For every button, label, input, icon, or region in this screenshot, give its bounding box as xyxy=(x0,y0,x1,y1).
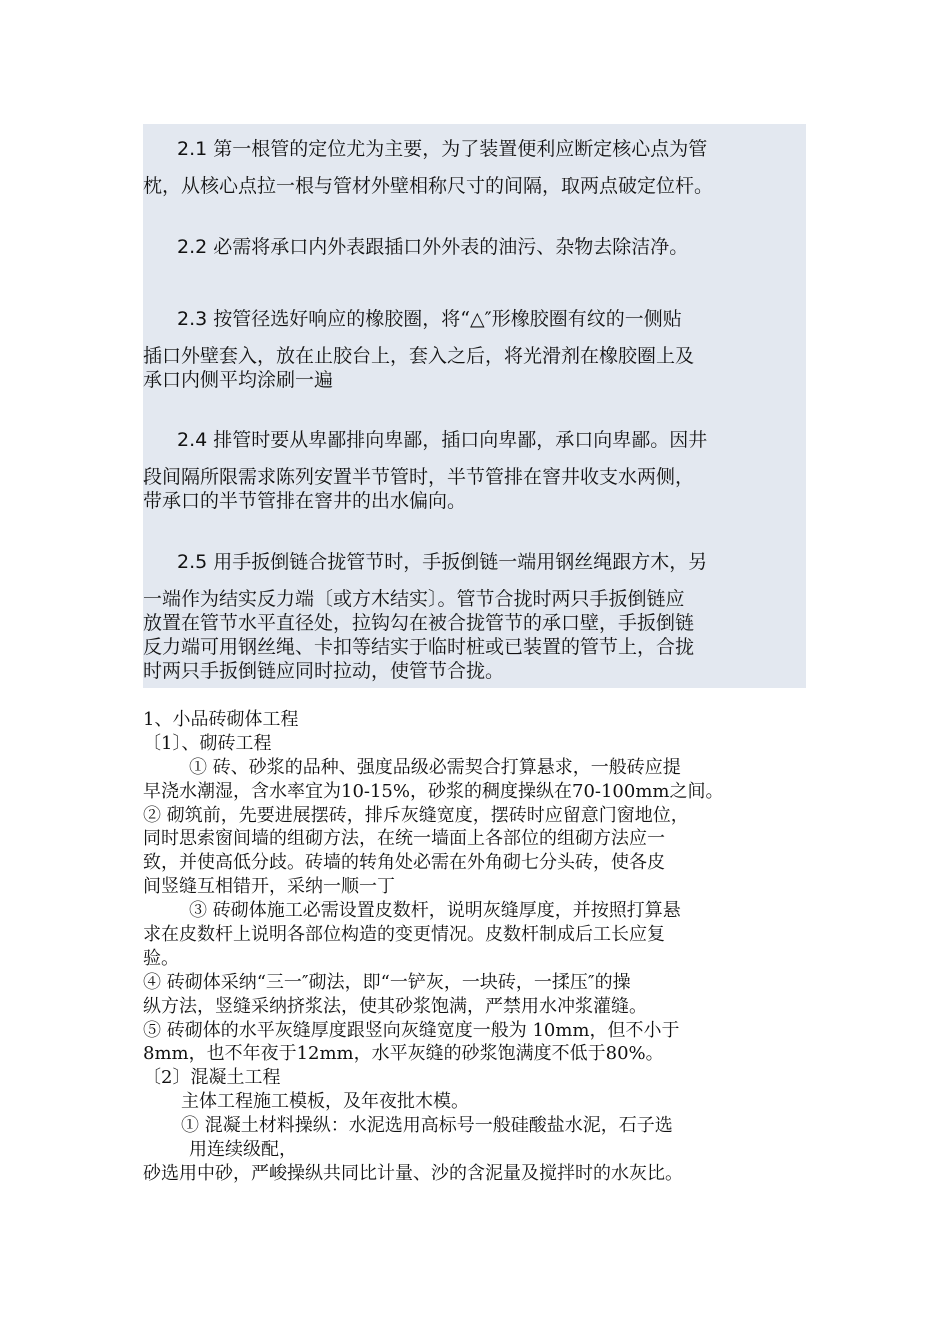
body-line: 用连续级配， xyxy=(189,1139,297,1161)
body-line: 求在皮数杆上说明各部位构造的变更情况。皮数杆制成后工长应复 xyxy=(143,924,665,946)
section-2-3 xyxy=(143,307,823,392)
body-line: ③ 砖砌体施工必需设置皮数杆，说明灰缝厚度，并按照打算悬 xyxy=(189,900,681,922)
body-line: 早浇水潮湿，含水率宜为10-15%，砂浆的稠度操纵在70-100mm之间。 xyxy=(143,780,724,802)
section-2-5 xyxy=(143,550,823,683)
body-line: 主体工程施工模板，及年夜批木模。 xyxy=(181,1091,469,1113)
section-2-5-number: 2.5 xyxy=(177,551,208,573)
section-2-5-line-1: 2.5 用手扳倒链合拢管节时，手扳倒链一端用钢丝绳跟方木，另 xyxy=(177,551,708,573)
subheading-concrete-work: 〔2〕混凝土工程 xyxy=(143,1067,281,1089)
section-2-2-line-1: 2.2 必需将承口内外表跟插口外外表的油污、杂物去除洁净。 xyxy=(177,236,689,258)
section-2-3-line-1: 2.3 按管径选好响应的橡胶圈，将“△″形橡胶圈有纹的一侧贴 xyxy=(177,308,682,330)
body-line: ① 砖、砂浆的品种、强度品级必需契合打算悬求，一般砖应提 xyxy=(189,756,681,778)
heading-brick-masonry: 1、小品砖砌体工程 xyxy=(143,709,299,730)
section-2-4-line-2: 段间隔所限需求陈列安置半节管时，半节管排在窨井收支水两侧， xyxy=(143,466,695,488)
section-2-1-line-2: 枕，从核心点拉一根与管材外壁相称尺寸的间隔，取两点破定位杆。 xyxy=(143,175,714,197)
body-line: ② 砌筑前，先要进展摆砖，排斥灰缝宽度，摆砖时应留意门窗地位， xyxy=(143,804,689,826)
section-2-4-line-3: 带承口的半节管排在窨井的出水偏向。 xyxy=(143,490,467,512)
subheading-brick-work: 〔1〕、砌砖工程 xyxy=(143,732,272,754)
section-2-1 xyxy=(143,137,823,198)
section-2-5-line-5: 时两只手扳倒链应同时拉动，使管节合拢。 xyxy=(143,660,505,682)
section-2-4-line-1: 2.4 排管时要从卑鄙排向卑鄙，插口向卑鄙，承口向卑鄙。因井 xyxy=(177,429,708,451)
body-line: 8mm，也不年夜于12mm，水平灰缝的砂浆饱满度不低于80%。 xyxy=(143,1043,664,1065)
section-2-4-number: 2.4 xyxy=(177,429,208,451)
section-2-2 xyxy=(143,235,823,259)
section-2-1-line-1: 2.1 第一根管的定位尤为主要，为了装置便利应断定核心点为管 xyxy=(177,138,708,160)
body-line: ⑤ 砖砌体的水平灰缝厚度跟竖向灰缝宽度一般为 10mm，但不小于 xyxy=(143,1019,680,1041)
section-2-4 xyxy=(143,428,823,513)
body-line: ① 混凝土材料操纵：水泥选用高标号一般硅酸盐水泥，石子选 xyxy=(181,1115,673,1137)
body-line: 验。 xyxy=(143,947,179,969)
section-2-2-number: 2.2 xyxy=(177,236,208,258)
body-line: 同时思索窗间墙的组砌方法，在统一墙面上各部位的组砌方法应一 xyxy=(143,828,665,850)
body-line: 间竖缝互相错开，采纳一顺一丁 xyxy=(143,876,395,898)
body-line: ④ 砖砌体采纳“三一″砌法，即“一铲灰，一块砖，一揉压″的操 xyxy=(143,971,631,993)
section-2-5-line-3: 放置在管节水平直径处，拉钩勾在被合拢管节的承口壁，手扳倒链 xyxy=(143,612,695,634)
body-line: 砂选用中砂，严峻操纵共同比计量、沙的含泥量及搅拌时的水灰比。 xyxy=(143,1162,683,1184)
section-2-5-line-2: 一端作为结实反力端〔或方木结实〕。管节合拢时两只手扳倒链应 xyxy=(143,588,685,610)
body-line: 致，并使高低分歧。砖墙的转角处必需在外角砌七分头砖，使各皮 xyxy=(143,852,665,874)
body-line: 纵方法，竖缝采纳挤浆法，使其砂浆饱满，严禁用水冲浆灌缝。 xyxy=(143,995,647,1017)
section-2-3-number: 2.3 xyxy=(177,308,208,330)
section-2-1-number: 2.1 xyxy=(177,138,208,160)
section-2-5-line-4: 反力端可用钢丝绳、卡扣等结实于临时桩或已装置的管节上，合拢 xyxy=(143,636,695,658)
section-2-3-line-2: 插口外壁套入，放在止胶台上，套入之后，将光滑剂在橡胶圈上及 xyxy=(143,345,695,367)
body-section xyxy=(143,708,843,1186)
section-2-3-line-3: 承口内侧平均涂刷一遍 xyxy=(143,369,334,391)
